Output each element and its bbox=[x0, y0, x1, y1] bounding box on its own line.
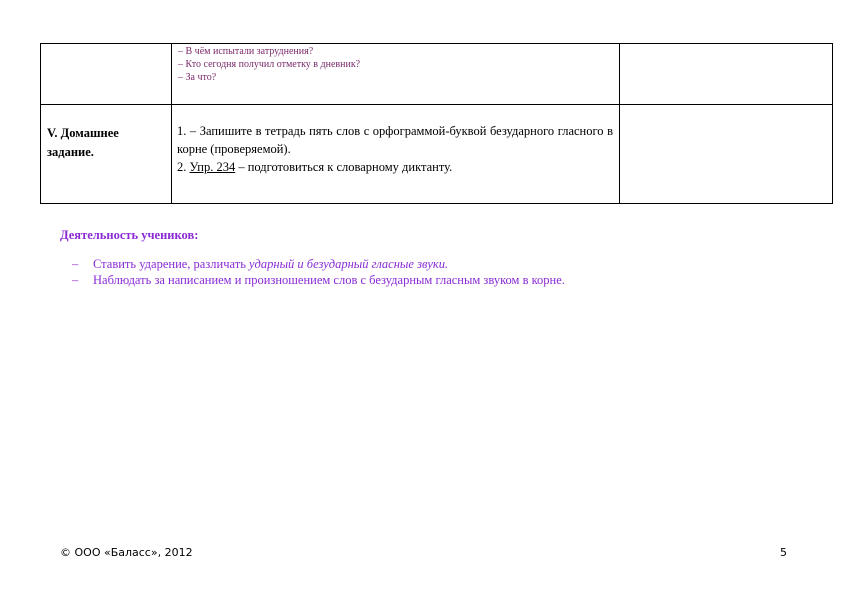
section-title-line-2: задание. bbox=[47, 145, 94, 159]
list-dash: – bbox=[72, 273, 79, 287]
copyright-footer: © ООО «Баласс», 2012 bbox=[60, 546, 193, 559]
page-number: 5 bbox=[780, 546, 787, 559]
task-2-text: – подготовиться к словарному диктанту. bbox=[235, 160, 453, 174]
activity-title: Деятельность учеников: bbox=[60, 228, 199, 242]
homework-task-2 bbox=[177, 158, 613, 176]
question-1: – В чём испытали затруднения? bbox=[178, 46, 314, 57]
task-2-number: 2. bbox=[177, 160, 187, 174]
activity-list bbox=[72, 256, 565, 288]
list-dash: – bbox=[72, 257, 79, 271]
table-cell-empty bbox=[620, 44, 833, 105]
exercise-link[interactable]: Упр. 234 bbox=[189, 160, 236, 174]
table-row bbox=[41, 44, 833, 105]
table-cell-empty bbox=[620, 105, 833, 204]
section-title-cell bbox=[41, 105, 172, 204]
lesson-table bbox=[40, 43, 833, 204]
reflection-questions-cell bbox=[172, 44, 620, 105]
list-item bbox=[72, 256, 565, 272]
activity-item-1-text: Ставить ударение, различать bbox=[93, 257, 250, 271]
section-title bbox=[41, 105, 171, 162]
activity-item-2-text: Наблюдать за написанием и произношением слов с безударным гласным звуком в корне. bbox=[93, 273, 565, 287]
homework-text bbox=[172, 105, 619, 176]
list-item bbox=[72, 272, 565, 288]
homework-task-1: 1. – Запишите в тетрадь пять слов с орфограммой-буквой безударного гласного в корне (проверяемой). bbox=[177, 124, 613, 156]
activity-item-1-italic: ударный и безударный гласные звуки. bbox=[249, 257, 449, 271]
table-cell-empty bbox=[41, 44, 172, 105]
section-title-line-1: V. Домашнее bbox=[47, 126, 119, 140]
question-3: – За что? bbox=[178, 72, 217, 83]
question-2: – Кто сегодня получил отметку в дневник? bbox=[178, 59, 361, 70]
homework-cell bbox=[172, 105, 620, 204]
table-row bbox=[41, 105, 833, 204]
